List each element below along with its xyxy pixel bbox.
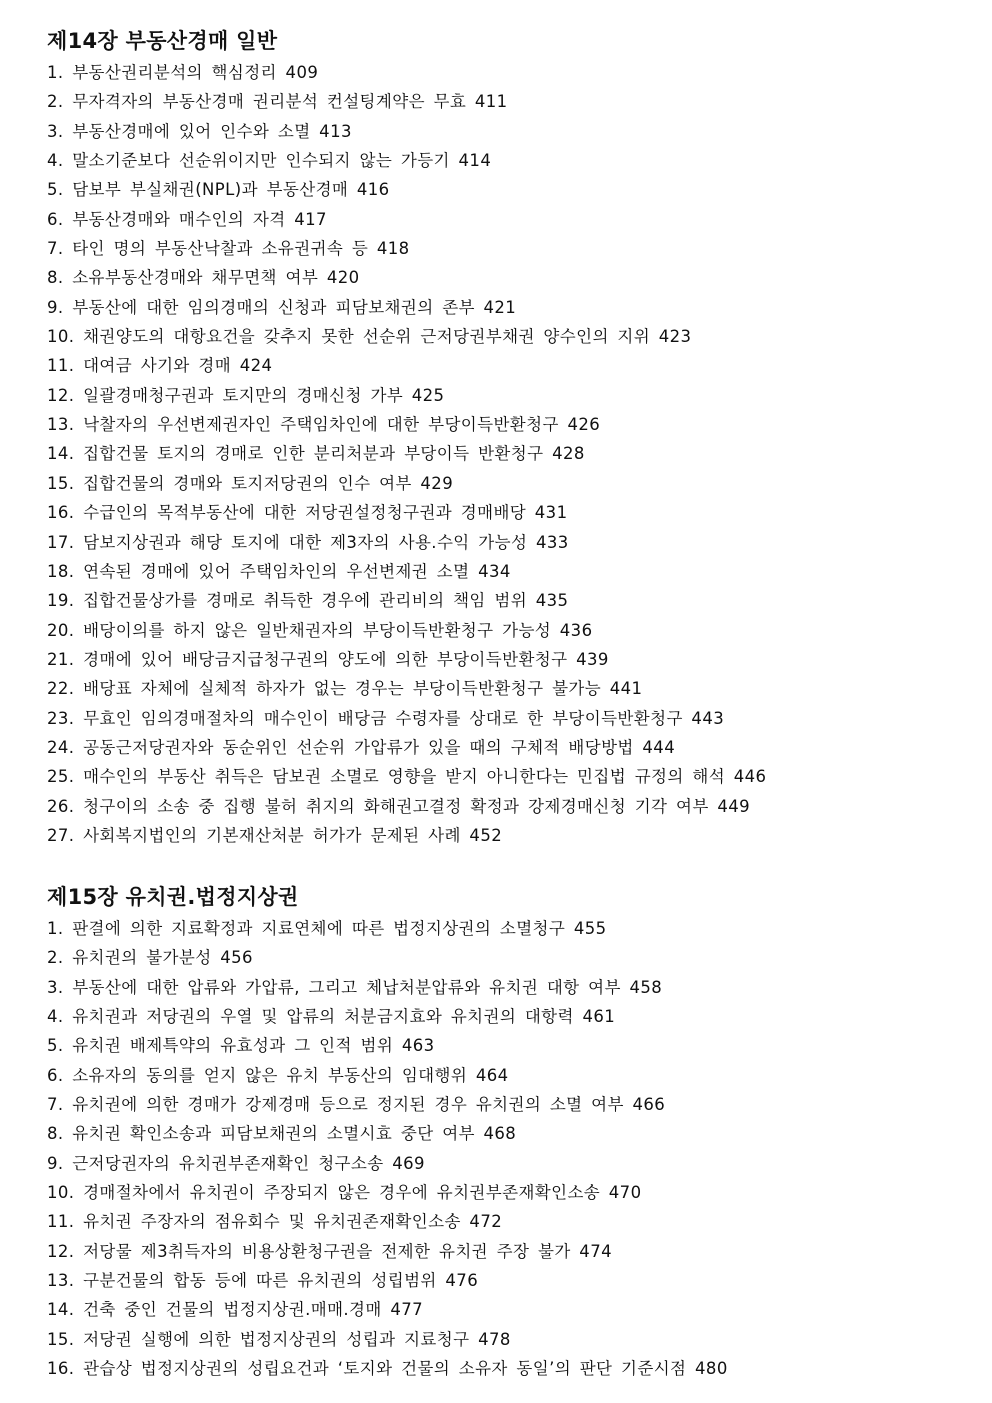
- chapter-title: 제14장 부동산경매 일반: [47, 29, 278, 53]
- toc-item: 1. 부동산권리분석의 핵심정리 409: [47, 63, 319, 82]
- toc-item: 16. 수급인의 목적부동산에 대한 저당권설정청구권과 경매배당 431: [47, 503, 568, 523]
- toc-item: 9. 근저당권자의 유치권부존재확인 청구소송 469: [47, 1153, 425, 1173]
- toc-item: 20. 배당이의를 하지 않은 일반채권자의 부당이득반환청구 가능성 436: [47, 620, 593, 640]
- toc-item: 8. 유치권 확인소송과 피담보채권의 소멸시효 중단 여부 468: [47, 1124, 517, 1144]
- toc-item: 2. 무자격자의 부동산경매 권리분석 컨설팅계약은 무효 411: [47, 92, 508, 112]
- toc-item: 6. 소유자의 동의를 얻지 않은 유치 부동산의 임대행위 464: [47, 1065, 509, 1085]
- toc-item: 6. 부동산경매와 매수인의 자격 417: [47, 209, 327, 229]
- toc-item: 14. 집합건물 토지의 경매로 인한 분리처분과 부당이득 반환청구 428: [47, 444, 585, 464]
- toc-item: 10. 경매절차에서 유치권이 주장되지 않은 경우에 유치권부존재확인소송 470: [47, 1183, 642, 1203]
- toc-item: 14. 건축 중인 건물의 법정지상권.매매.경매 477: [47, 1300, 424, 1320]
- chapter-15-section: [47, 882, 967, 1384]
- toc-item: 13. 낙찰자의 우선변제권자인 주택임차인에 대한 부당이득반환청구 426: [47, 415, 601, 435]
- toc-item: 21. 경매에 있어 배당금지급청구권의 양도에 의한 부당이득반환청구 439: [47, 649, 609, 669]
- chapter-14-section: [47, 26, 967, 850]
- toc-item: 7. 타인 명의 부동산낙찰과 소유권귀속 등 418: [47, 239, 410, 259]
- toc-item: 11. 유치권 주장자의 점유회수 및 유치권존재확인소송 472: [47, 1212, 503, 1232]
- toc-item: 12. 일괄경매청구권과 토지만의 경매신청 가부 425: [47, 385, 445, 405]
- toc-list: [47, 58, 967, 850]
- toc-item: 22. 배당표 자체에 실체적 하자가 없는 경우는 부당이득반환청구 불가능 441: [47, 679, 643, 699]
- toc-item: 18. 연속된 경매에 있어 주택임차인의 우선변제권 소멸 434: [47, 561, 511, 581]
- toc-item: 13. 구분건물의 합동 등에 따른 유치권의 성립범위 476: [47, 1271, 479, 1291]
- toc-item: 16. 관습상 법정지상권의 성립요건과 ‘토지와 건물의 소유자 동일’의 판단 기준시점 480: [47, 1359, 728, 1379]
- toc-item: 10. 채권양도의 대항요건을 갖추지 못한 선순위 근저당권부채권 양수인의 지위 423: [47, 327, 692, 347]
- toc-item: 3. 부동산경매에 있어 인수와 소멸 413: [47, 121, 352, 141]
- toc-item: 5. 유치권 배제특약의 유효성과 그 인적 범위 463: [47, 1036, 435, 1056]
- toc-list: [47, 914, 967, 1384]
- toc-item: 9. 부동산에 대한 임의경매의 신청과 피담보채권의 존부 421: [47, 297, 517, 317]
- toc-item: 24. 공동근저당권자와 동순위인 선순위 가압류가 있을 때의 구체적 배당방법 444: [47, 737, 676, 757]
- toc-item: 15. 집합건물의 경매와 토지저당권의 인수 여부 429: [47, 473, 454, 493]
- toc-item: 17. 담보지상권과 해당 토지에 대한 제3자의 사용.수익 가능성 433: [47, 532, 569, 552]
- toc-item: 11. 대여금 사기와 경매 424: [47, 356, 273, 376]
- toc-item: 1. 판결에 의한 지료확정과 지료연체에 따른 법정지상권의 소멸청구 455: [47, 919, 607, 938]
- toc-item: 25. 매수인의 부동산 취득은 담보권 소멸로 영향을 받지 아니한다는 민집법 규정의 해석 446: [47, 767, 767, 787]
- toc-item: 2. 유치권의 불가분성 456: [47, 948, 253, 968]
- chapter-title: 제15장 유치권.법정지상권: [47, 885, 299, 909]
- toc-item: 12. 저당물 제3취득자의 비용상환청구권을 전제한 유치권 주장 불가 474: [47, 1241, 613, 1261]
- toc-item: 4. 말소기준보다 선순위이지만 인수되지 않는 가등기 414: [47, 151, 492, 171]
- toc-item: 23. 무효인 임의경매절차의 매수인이 배당금 수령자를 상대로 한 부당이득반환청구 443: [47, 708, 725, 728]
- toc-item: 19. 집합건물상가를 경매로 취득한 경우에 관리비의 책임 범위 435: [47, 591, 569, 611]
- toc-item: 3. 부동산에 대한 압류와 가압류, 그리고 체납처분압류와 유치권 대항 여부 458: [47, 977, 663, 997]
- toc-item: 15. 저당권 실행에 의한 법정지상권의 성립과 지료청구 478: [47, 1329, 511, 1349]
- toc-item: 8. 소유부동산경매와 채무면책 여부 420: [47, 268, 360, 288]
- toc-item: 26. 청구이의 소송 중 집행 불허 취지의 화해권고결정 확정과 강제경매신청 기각 여부 449: [47, 796, 751, 816]
- toc-item: 5. 담보부 부실채권(NPL)과 부동산경매 416: [47, 180, 390, 200]
- toc-item: 7. 유치권에 의한 경매가 강제경매 등으로 정지된 경우 유치권의 소멸 여부 466: [47, 1095, 666, 1115]
- toc-item: 4. 유치권과 저당권의 우열 및 압류의 처분금지효와 유치권의 대항력 461: [47, 1007, 616, 1027]
- toc-item: 27. 사회복지법인의 기본재산처분 허가가 문제된 사례 452: [47, 825, 503, 845]
